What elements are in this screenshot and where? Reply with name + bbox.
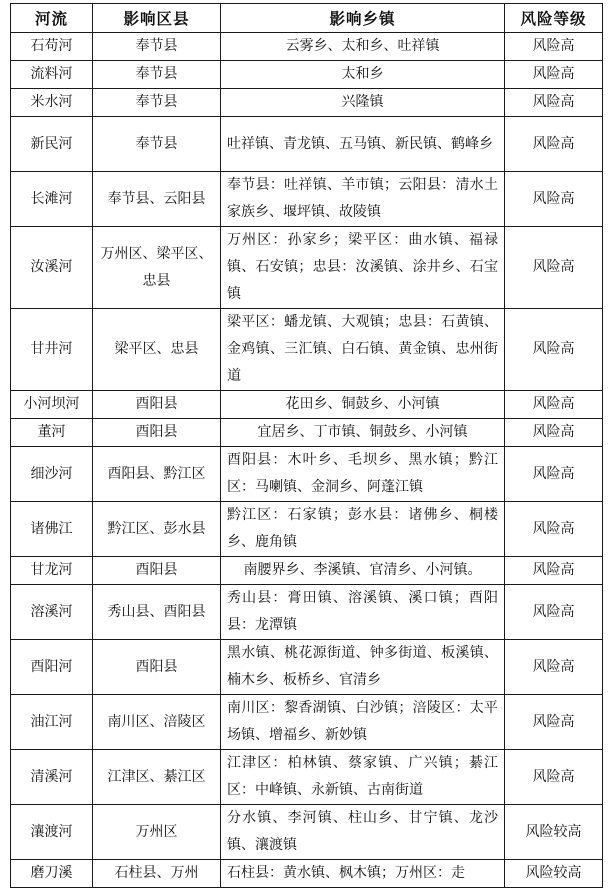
risk-cell: 风险高 [505,33,603,61]
towns-cell: 南腰界乡、李溪镇、官清乡、小河镇。 [221,557,505,585]
table-row [11,391,603,419]
river-cell: 流料河 [11,61,93,89]
header-row [11,4,603,33]
table-row [11,419,603,447]
towns-cell: 分水镇、李河镇、柱山乡、甘宁镇、龙沙镇、瀼渡镇 [221,805,505,860]
county-cell: 奉节县 [93,61,221,89]
risk-cell: 风险高 [505,419,603,447]
table-row [11,447,603,502]
river-cell: 瀼渡河 [11,805,93,860]
county-cell: 秀山县、酉阳县 [93,585,221,640]
county-cell: 酉阳县、黔江区 [93,447,221,502]
table-row [11,502,603,557]
towns-cell: 兴隆镇 [221,89,505,117]
table-row [11,557,603,585]
towns-cell: 江津区：柏林镇、蔡家镇、广兴镇；綦江区：中峰镇、永新镇、古南街道 [221,750,505,805]
risk-cell: 风险高 [505,557,603,585]
towns-cell: 秀山县：膏田镇、溶溪镇、溪口镇；酉阳县：龙潭镇 [221,585,505,640]
table-row [11,309,603,391]
towns-cell: 云雾乡、太和乡、吐祥镇 [221,33,505,61]
risk-cell: 风险高 [505,502,603,557]
table-row [11,695,603,750]
table-row [11,227,603,309]
river-cell: 甘井河 [11,309,93,391]
table-row [11,860,603,888]
county-cell: 江津区、綦江区 [93,750,221,805]
county-cell: 奉节县 [93,89,221,117]
river-cell: 新民河 [11,117,93,172]
county-cell: 万州区、梁平区、忠县 [93,227,221,309]
river-risk-table [10,3,603,888]
risk-cell: 风险高 [505,640,603,695]
table-row [11,750,603,805]
towns-cell: 酉阳县：木叶乡、毛坝乡、黑水镇；黔江区：马喇镇、金洞乡、阿蓬江镇 [221,447,505,502]
county-cell: 万州区 [93,805,221,860]
table-row [11,640,603,695]
county-cell: 奉节县 [93,117,221,172]
river-cell: 诸佛江 [11,502,93,557]
towns-cell: 南川区：黎香湖镇、白沙镇；涪陵区：太平场镇、增福乡、新妙镇 [221,695,505,750]
river-cell: 长滩河 [11,172,93,227]
table-row [11,117,603,172]
towns-cell: 梁平区：蟠龙镇、大观镇；忠县：石黄镇、金鸡镇、三汇镇、白石镇、黄金镇、忠州街道 [221,309,505,391]
risk-cell: 风险高 [505,172,603,227]
towns-cell: 花田乡、铜鼓乡、小河镇 [221,391,505,419]
table-row [11,89,603,117]
risk-cell: 风险较高 [505,860,603,888]
header-risk: 风险等级 [505,4,603,33]
towns-cell: 宜居乡、丁市镇、铜鼓乡、小河镇 [221,419,505,447]
towns-cell: 石柱县：黄水镇、枫木镇；万州区：走 [221,860,505,888]
risk-cell: 风险较高 [505,805,603,860]
county-cell: 酉阳县 [93,391,221,419]
risk-cell: 风险高 [505,585,603,640]
county-cell: 石柱县、万州 [93,860,221,888]
river-cell: 甘龙河 [11,557,93,585]
towns-cell: 黑水镇、桃花源街道、钟多街道、板溪镇、楠木乡、板桥乡、官清乡 [221,640,505,695]
towns-cell: 吐祥镇、青龙镇、五马镇、新民镇、鹤峰乡 [221,117,505,172]
river-cell: 石苟河 [11,33,93,61]
county-cell: 奉节县 [93,33,221,61]
header-county: 影响区县 [93,4,221,33]
header-towns: 影响乡镇 [221,4,505,33]
risk-cell: 风险高 [505,89,603,117]
risk-cell: 风险高 [505,117,603,172]
towns-cell: 黔江区：石家镇；彭水县：诸佛乡、桐楼乡、鹿角镇 [221,502,505,557]
river-cell: 汝溪河 [11,227,93,309]
county-cell: 酉阳县 [93,640,221,695]
risk-cell: 风险高 [505,391,603,419]
river-cell: 清溪河 [11,750,93,805]
county-cell: 酉阳县 [93,419,221,447]
county-cell: 黔江区、彭水县 [93,502,221,557]
river-cell: 董河 [11,419,93,447]
towns-cell: 奉节县：吐祥镇、羊市镇；云阳县：清水土家族乡、堰坪镇、故陵镇 [221,172,505,227]
river-cell: 米水河 [11,89,93,117]
county-cell: 梁平区、忠县 [93,309,221,391]
river-cell: 酉阳河 [11,640,93,695]
river-cell: 磨刀溪 [11,860,93,888]
county-cell: 酉阳县 [93,557,221,585]
table-row [11,61,603,89]
county-cell: 奉节县、云阳县 [93,172,221,227]
risk-cell: 风险高 [505,309,603,391]
towns-cell: 万州区：孙家乡；梁平区：曲水镇、福禄镇、石安镇；忠县：汝溪镇、涂井乡、石宝镇 [221,227,505,309]
risk-cell: 风险高 [505,447,603,502]
table-row [11,33,603,61]
risk-cell: 风险高 [505,227,603,309]
header-river: 河流 [11,4,93,33]
table-row [11,805,603,860]
table-row [11,172,603,227]
river-cell: 油江河 [11,695,93,750]
risk-cell: 风险高 [505,61,603,89]
risk-cell: 风险高 [505,750,603,805]
river-cell: 溶溪河 [11,585,93,640]
table-row [11,585,603,640]
river-cell: 小河坝河 [11,391,93,419]
county-cell: 南川区、涪陵区 [93,695,221,750]
river-cell: 细沙河 [11,447,93,502]
towns-cell: 太和乡 [221,61,505,89]
risk-cell: 风险高 [505,695,603,750]
